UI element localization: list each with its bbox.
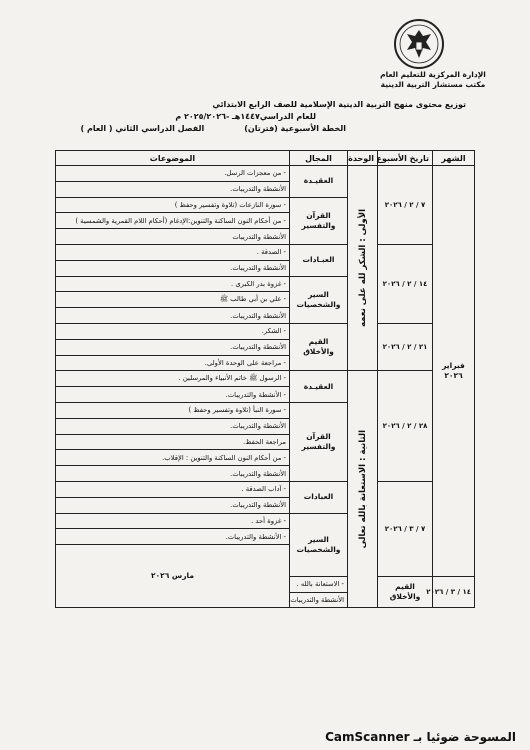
table-row: - سورة النبأ (تلاوة وتفسير وحفظ ) <box>56 402 290 418</box>
eagle-emblem-icon <box>393 18 445 70</box>
document-titles <box>66 99 466 135</box>
month-cell: مارس ٢٠٢٦ <box>56 545 290 608</box>
table-row: الأنشطة والتدريبات. <box>56 339 290 355</box>
table-row: - من أحكام النون الساكنة والتنوين:الإدغام (أحكام اللام القمرية والشمسية ) <box>56 213 290 229</box>
curriculum-table <box>55 150 475 608</box>
plan-line <box>66 123 466 135</box>
unit-cell <box>348 371 378 608</box>
table-row: الأنشطة والتدريبات. <box>56 418 290 434</box>
table-row: - الأنشطة والتدريبات. <box>56 387 290 403</box>
header-week: تاريخ الأسبوع <box>378 151 433 166</box>
field-cell: القيم والأخلاق <box>378 576 433 608</box>
document-title: توزيع محتوى منهج التربية الدينية الإسلامية للصف الرابع الابتدائي <box>212 100 466 109</box>
table-row: - الصدقة . <box>56 244 290 260</box>
table-row: - من معجزات الرسل. <box>56 166 290 182</box>
week-cell: ٧ / ٣ / ٢٠٢٦ <box>378 481 433 576</box>
month-cell: فبراير ٢٠٢٦ <box>433 166 475 577</box>
field-cell: العبـادات <box>290 244 348 276</box>
table-row: - الاستعانة بالله . <box>290 576 348 592</box>
field-cell: القيم والأخلاق <box>290 323 348 370</box>
week-cell: ٧ / ٢ / ٢٠٢٦ <box>378 166 433 245</box>
unit-label: الأولى : الشكر لله على نعمه <box>357 209 368 328</box>
week-cell: ١٤ / ٣ / ٢٠٢٦ <box>433 576 475 608</box>
table-row: - الرسول ﷺ خاتم الأنبياء والمرسلين . <box>56 371 290 387</box>
table-row: - غزوة بدر الكبرى . <box>56 276 290 292</box>
table-row: مراجعة الحفظ. <box>56 434 290 450</box>
week-cell: ٢١ / ٢ / ٢٠٢٦ <box>378 323 433 370</box>
table-row: - غزوة أحد . <box>56 513 290 529</box>
field-cell: العقيـدة <box>290 166 348 198</box>
table-row: - علي بن أبي طالب ﷺ <box>56 292 290 308</box>
authority-line: الإدارة المركزية للتعليم العام <box>380 70 486 79</box>
table-row: الأنشطة والتدريبات. <box>56 181 290 197</box>
field-cell: العقيـدة <box>290 371 348 403</box>
unit-label: الثانية : الاستعانة بالله تعالى <box>357 430 368 549</box>
table-row: الأنشطة والتدريبات. <box>56 308 290 324</box>
unit-cell <box>348 166 378 371</box>
table-row: - الشكر. <box>56 323 290 339</box>
scanner-watermark: المسوحة ضوئيا بـ CamScanner <box>325 730 516 744</box>
table-row: الأنشطة والتدريبات. <box>56 466 290 482</box>
issuing-authority <box>358 70 508 90</box>
term-label: الفصل الدراسي الثاني ( العام ) <box>80 124 205 133</box>
table-row: الأنشطة والتدريبات <box>56 229 290 245</box>
ministry-logo <box>393 18 445 70</box>
header-field: المجال <box>290 151 348 166</box>
field-cell: العبادات <box>290 481 348 513</box>
field-cell: القرآن والتفسير <box>290 197 348 244</box>
table-row: الأنشطة والتدريبات. <box>56 497 290 513</box>
field-cell: القرآن والتفسير <box>290 402 348 481</box>
academic-year: للعام الدراسي١٤٤٧هـ -٢٠٢٥/٢٠٢٦ م <box>175 112 316 121</box>
table-row: الأنشطة والتدريبات. <box>290 592 348 608</box>
table-row: - من أحكام النون الساكنة والتنوين : الإقلاب. <box>56 450 290 466</box>
table-row: - آداب الصدقة . <box>56 481 290 497</box>
field-cell: السير والشخصيات <box>290 513 348 576</box>
table-row: - مراجعة على الوحدة الأولى. <box>56 355 290 371</box>
plan-type: الخطة الأسبوعية (فترتان) <box>244 124 346 133</box>
table-row: - سورة النازعات (تلاوة وتفسير وحفظ ) <box>56 197 290 213</box>
authority-line: مكتب مستشار التربية الدينية <box>380 80 486 89</box>
field-cell: السير والشخصيات <box>290 276 348 323</box>
week-cell: ١٤ / ٢ / ٢٠٢٦ <box>378 244 433 323</box>
table-row: - الأنشطة والتدريبات. <box>56 529 290 545</box>
week-cell: ٢٨ / ٢ / ٢٠٢٦ <box>378 371 433 482</box>
header-month: الشهر <box>433 151 475 166</box>
header-unit: الوحدة <box>348 151 378 166</box>
table-row: الأنشطة والتدريبات. <box>56 260 290 276</box>
header-topics: الموضوعات <box>56 151 290 166</box>
